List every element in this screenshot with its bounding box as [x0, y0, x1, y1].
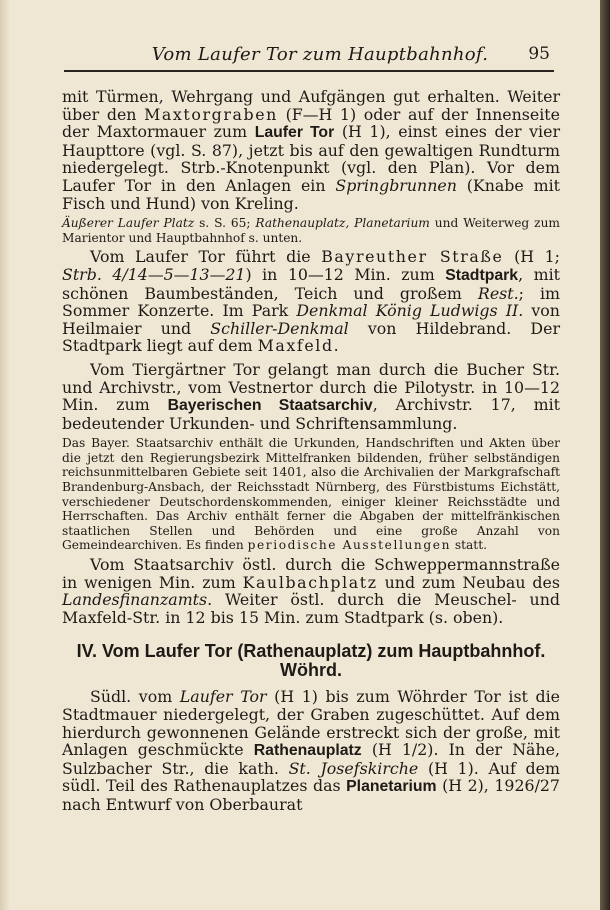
tram-lines: Strb. 4/14—5—13—21	[62, 264, 246, 284]
place-kaulbachplatz: Kaulbachplatz	[242, 572, 378, 592]
place-maxfeld: Maxfeld	[257, 336, 334, 356]
body-text	[62, 88, 560, 814]
place-staatsarchiv: Bayerischen Staatsarchiv	[167, 397, 373, 415]
running-title: Vom Laufer Tor zum Hauptbahnhof.	[151, 44, 489, 65]
place-maxtorgraben: Maxtorgraben	[144, 104, 278, 124]
place-landesfinanzamt: Landesfinanzamts	[62, 590, 208, 610]
page-gutter-shadow	[0, 0, 10, 910]
place-laufer-tor: Laufer Tor	[254, 124, 335, 142]
paragraph-staatsarchiv: Vom Tiergärtner Tor gelangt man durch die Bucher Str. und Archivstr., vom Vestnertor durch die Pilotystr. in 10—12 Min. zum Bayerischen Staatsarchiv, Archivstr. 17, mit bedeutender Urkunden- und Schriftensammlung.	[62, 359, 560, 433]
paragraph-kaulbachplatz: Vom Staatsarchiv östl. durch die Schweppermannstraße in wenigen Min. zum Kaulbachplatz und zum Neubau des Landesfinanzamts. Weiter östl. durch die Meuschel- und Maxfeld-Str. in 12 bis 15 Min. zum Stadtpark (s. oben).	[62, 555, 560, 627]
place-josefskirche: St. Josefskirche	[288, 758, 419, 778]
page-number: 95	[528, 44, 550, 64]
place-springbrunnen: Springbrunnen	[335, 175, 457, 195]
section-heading: IV. Vom Laufer Tor (Rathenauplatz) zum Hauptbahnhof. Wöhrd.	[76, 641, 546, 681]
place-stadtpark: Stadtpark	[445, 266, 519, 284]
place-bayreuther-strasse: Bayreuther Straße	[321, 247, 504, 267]
page-edge	[600, 0, 610, 910]
paragraph-maxtorgraben: mit Türmen, Wehrgang und Aufgängen gut erhalten. Weiter über den Maxtorgraben (F—H 1) oder auf der Innenseite der Maxtormauer zum Laufer Tor (H 1), einst eines der vier Haupttore (vgl. S. 87), jetzt bis auf den gewaltigen Rundturm niedergelegt. Strb.-Knotenpunkt (vgl. den Plan). Vor dem Laufer Tor in den Anlagen ein Springbrunnen (Knabe mit Fisch und Hund) von Kreling.	[62, 87, 560, 213]
running-header	[60, 40, 560, 70]
note-staatsarchiv: Das Bayer. Staatsarchiv enthält die Urkunden, Handschriften und Akten über die jetzt den Regierungsbezirk Mittelfranken bildenden, früher selbständigen reichsunmittelbaren Gebiete seit 1401, also die Archivalien der Markgrafschaft Brandenburg-Ansbach, der Reichsstadt Nürnberg, des Fürstbistums Eichstätt, verschiedener Deutschordenskommenden, einiger kleiner Reichsstädte und Herrschaften. Das Archiv enthält ferner die Abgaben der mittelfränkischen staatlichen Stellen und Behörden und eine große Anzahl von Gemeindearchiven. Es finden periodische Ausstellungen statt.	[62, 436, 560, 553]
place-rathenauplatz: Rathenauplatz	[253, 742, 362, 760]
paragraph-rathenauplatz: Südl. vom Laufer Tor (H 1) bis zum Wöhrder Tor ist die Stadtmauer niedergelegt, der Graben zugeschüttet. Auf dem hierdurch gewonnenen Gelände erstreckt sich der große, mit Anlagen geschmückte Rathenauplatz (H 1/2). In der Nähe, Sulzbacher Str., die kath. St. Josefskirche (H 1). Auf dem südl. Teil des Rathenauplatzes das Planetarium (H 2), 1926/27 nach Entwurf von Oberbaurat	[62, 687, 560, 814]
paragraph-stadtpark: Vom Laufer Tor führt die Bayreuther Straße (H 1; Strb. 4/14—5—13—21) in 10—12 Min. zum Stadtpark, mit schönen Baumbeständen, Teich und großem Rest.; im Sommer Konzerte. Im Park Denkmal König Ludwigs II. von Heilmaier und Schiller-Denkmal von Hildebrand. Der Stadtpark liegt auf dem Maxfeld.	[62, 247, 560, 356]
place-ludwig-denkmal: Denkmal König Ludwigs II.	[296, 301, 524, 321]
note-laufer-platz: Äußerer Laufer Platz s. S. 65; Rathenauplatz, Planetarium und Weiterweg zum Marientor und Hauptbahnhof s. unten.	[62, 216, 560, 245]
header-rule	[64, 70, 554, 72]
place-schiller-denkmal: Schiller-Denkmal	[210, 318, 349, 338]
place-planetarium: Planetarium	[346, 778, 437, 796]
